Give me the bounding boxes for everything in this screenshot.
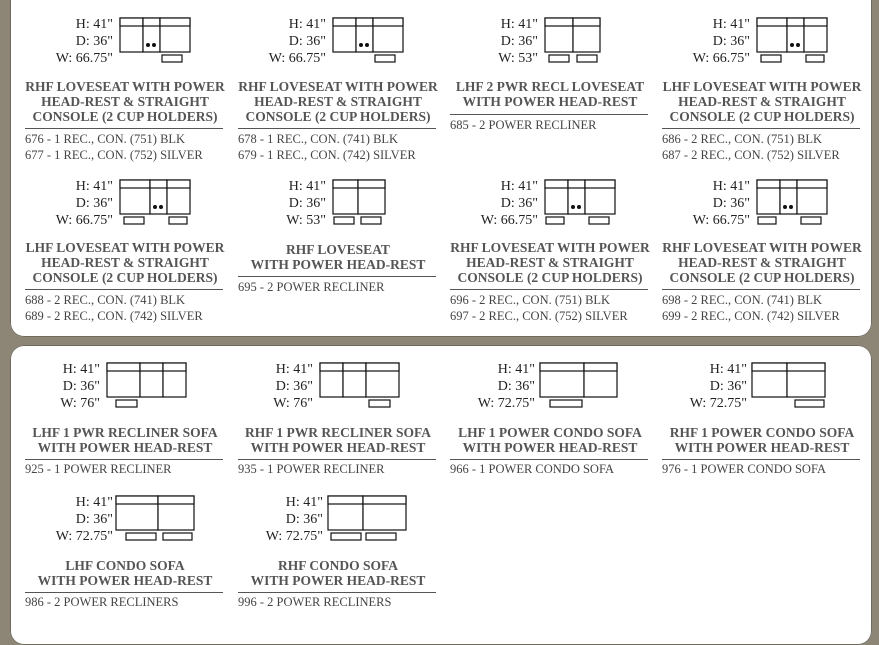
product-title: RHF LOVESEAT WITH POWER HEAD-REST & STRAIGHT CONSOLE (2 CUP HOLDERS) xyxy=(450,240,650,285)
width-value: W: 66.75" xyxy=(55,213,113,228)
sku-line: 687 - 2 REC., CON. (752) SILVER xyxy=(662,147,840,162)
dimensions xyxy=(238,361,313,412)
product-title: LHF 1 POWER CONDO SOFA WITH POWER HEAD-REST xyxy=(458,425,642,455)
divider xyxy=(450,459,648,460)
depth-value: D: 36" xyxy=(62,379,100,394)
height-value: H: 41" xyxy=(288,17,326,32)
product-title: RHF 1 PWR RECLINER SOFA WITH POWER HEAD-REST xyxy=(244,425,431,455)
sku-list xyxy=(238,462,385,478)
divider xyxy=(238,459,436,460)
height-value: H: 41" xyxy=(275,362,313,377)
sku-line: 677 - 1 REC., CON. (752) SILVER xyxy=(25,147,203,162)
product-title: LHF CONDO SOFA WITH POWER HEAD-REST xyxy=(37,558,213,588)
depth-value: D: 36" xyxy=(288,34,326,49)
product-title: LHF LOVESEAT WITH POWER HEAD-REST & STRAIGHT CONSOLE (2 CUP HOLDERS) xyxy=(662,79,862,124)
sku-line: 678 - 1 REC., CON. (741) BLK xyxy=(238,132,399,146)
depth-value: D: 36" xyxy=(709,379,747,394)
width-value: W: 53" xyxy=(498,51,538,66)
condo-sofa-diagram xyxy=(326,494,416,544)
sku-line: 679 - 1 REC., CON. (742) SILVER xyxy=(238,147,416,162)
sku-list xyxy=(25,293,203,324)
depth-value: D: 36" xyxy=(75,34,113,49)
dimensions xyxy=(450,16,538,67)
sofa-diagram xyxy=(318,361,408,411)
height-value: H: 41" xyxy=(75,179,113,194)
divider xyxy=(238,128,436,129)
dimensions xyxy=(25,178,113,229)
depth-value: D: 36" xyxy=(275,379,313,394)
loveseat-console-diagram xyxy=(543,178,623,228)
condo-sofa-diagram xyxy=(114,494,204,544)
width-value: W: 66.75" xyxy=(480,213,538,228)
dimensions xyxy=(25,16,113,67)
loveseat-diagram xyxy=(543,16,623,66)
width-value: W: 72.75" xyxy=(477,396,535,411)
sku-list xyxy=(238,280,385,296)
product-title: LHF LOVESEAT WITH POWER HEAD-REST & STRAIGHT CONSOLE (2 CUP HOLDERS) xyxy=(25,240,225,285)
dimensions xyxy=(238,16,326,67)
sku-line: 686 - 2 REC., CON. (751) BLK xyxy=(662,132,823,146)
loveseat-console-diagram xyxy=(331,16,411,66)
sku-line: 676 - 1 REC., CON. (751) BLK xyxy=(25,132,186,146)
sku-list xyxy=(662,462,826,478)
product-title: LHF 2 PWR RECL LOVESEAT WITH POWER HEAD-REST xyxy=(455,79,645,109)
sku-line: 697 - 2 REC., CON. (752) SILVER xyxy=(450,308,628,323)
width-value: W: 66.75" xyxy=(692,51,750,66)
width-value: W: 66.75" xyxy=(55,51,113,66)
sku-list xyxy=(662,293,840,324)
height-value: H: 41" xyxy=(500,179,538,194)
height-value: H: 41" xyxy=(497,362,535,377)
width-value: W: 72.75" xyxy=(265,529,323,544)
divider xyxy=(25,128,223,129)
width-value: W: 72.75" xyxy=(689,396,747,411)
loveseat-console-diagram xyxy=(118,16,198,66)
height-value: H: 41" xyxy=(500,17,538,32)
divider xyxy=(238,592,436,593)
height-value: H: 41" xyxy=(75,17,113,32)
sku-line: 695 - 2 POWER RECLINER xyxy=(238,280,385,294)
product-title: RHF CONDO SOFA WITH POWER HEAD-REST xyxy=(250,558,426,588)
divider xyxy=(662,128,860,129)
sku-line: 925 - 1 POWER RECLINER xyxy=(25,462,172,476)
depth-value: D: 36" xyxy=(500,196,538,211)
loveseat-console-diagram xyxy=(118,178,198,228)
sku-line: 699 - 2 REC., CON. (742) SILVER xyxy=(662,308,840,323)
dimensions xyxy=(450,361,535,412)
loveseat-diagram xyxy=(331,178,411,228)
sku-list xyxy=(25,462,172,478)
dimensions xyxy=(238,494,323,545)
depth-value: D: 36" xyxy=(75,196,113,211)
sku-list xyxy=(450,293,628,324)
divider xyxy=(238,276,436,277)
sku-list xyxy=(450,462,614,478)
product-title: RHF LOVESEAT WITH POWER HEAD-REST & STRAIGHT CONSOLE (2 CUP HOLDERS) xyxy=(25,79,225,124)
dimensions xyxy=(25,494,113,545)
sku-list xyxy=(25,595,178,611)
loveseat-console-diagram xyxy=(755,16,835,66)
divider xyxy=(450,289,648,290)
sku-line: 688 - 2 REC., CON. (741) BLK xyxy=(25,293,186,307)
height-value: H: 41" xyxy=(75,495,113,510)
height-value: H: 41" xyxy=(709,362,747,377)
height-value: H: 41" xyxy=(285,495,323,510)
divider xyxy=(662,459,860,460)
sku-list xyxy=(238,132,416,163)
divider xyxy=(662,289,860,290)
divider xyxy=(25,459,223,460)
divider xyxy=(25,289,223,290)
product-title: LHF 1 PWR RECLINER SOFA WITH POWER HEAD-REST xyxy=(25,425,225,455)
depth-value: D: 36" xyxy=(712,34,750,49)
sofa-diagram xyxy=(105,361,195,411)
width-value: W: 53" xyxy=(286,213,326,228)
sku-line: 966 - 1 POWER CONDO SOFA xyxy=(450,462,615,476)
width-value: W: 72.75" xyxy=(55,529,113,544)
depth-value: D: 36" xyxy=(500,34,538,49)
condo-sofa-diagram xyxy=(538,361,628,411)
depth-value: D: 36" xyxy=(75,512,113,527)
sku-list xyxy=(662,132,840,163)
product-title: RHF LOVESEAT WITH POWER HEAD-REST xyxy=(250,242,426,272)
divider xyxy=(25,592,223,593)
sku-line: 685 - 2 POWER RECLINER xyxy=(450,118,597,132)
width-value: W: 66.75" xyxy=(692,213,750,228)
height-value: H: 41" xyxy=(288,179,326,194)
width-value: W: 76" xyxy=(60,396,100,411)
sku-line: 976 - 1 POWER CONDO SOFA xyxy=(662,462,827,476)
sku-list xyxy=(238,595,391,611)
sku-line: 986 - 2 POWER RECLINERS xyxy=(25,595,179,609)
divider xyxy=(450,114,648,115)
product-title: RHF 1 POWER CONDO SOFA WITH POWER HEAD-REST xyxy=(669,425,855,455)
height-value: H: 41" xyxy=(62,362,100,377)
depth-value: D: 36" xyxy=(497,379,535,394)
sku-list xyxy=(25,132,203,163)
depth-value: D: 36" xyxy=(288,196,326,211)
height-value: H: 41" xyxy=(712,179,750,194)
sku-line: 996 - 2 POWER RECLINERS xyxy=(238,595,392,609)
sku-list xyxy=(450,118,597,134)
dimensions xyxy=(662,178,750,229)
sku-line: 696 - 2 REC., CON. (751) BLK xyxy=(450,293,611,307)
width-value: W: 66.75" xyxy=(268,51,326,66)
product-title: RHF LOVESEAT WITH POWER HEAD-REST & STRAIGHT CONSOLE (2 CUP HOLDERS) xyxy=(238,79,438,124)
width-value: W: 76" xyxy=(273,396,313,411)
dimensions xyxy=(25,361,100,412)
loveseat-console-diagram xyxy=(755,178,835,228)
condo-sofa-diagram xyxy=(750,361,840,411)
sku-line: 689 - 2 REC., CON. (742) SILVER xyxy=(25,308,203,323)
product-title: RHF LOVESEAT WITH POWER HEAD-REST & STRAIGHT CONSOLE (2 CUP HOLDERS) xyxy=(662,240,862,285)
dimensions xyxy=(662,16,750,67)
depth-value: D: 36" xyxy=(285,512,323,527)
dimensions xyxy=(450,178,538,229)
depth-value: D: 36" xyxy=(712,196,750,211)
sku-line: 935 - 1 POWER RECLINER xyxy=(238,462,385,476)
height-value: H: 41" xyxy=(712,17,750,32)
dimensions xyxy=(662,361,747,412)
sku-line: 698 - 2 REC., CON. (741) BLK xyxy=(662,293,823,307)
dimensions xyxy=(238,178,326,229)
